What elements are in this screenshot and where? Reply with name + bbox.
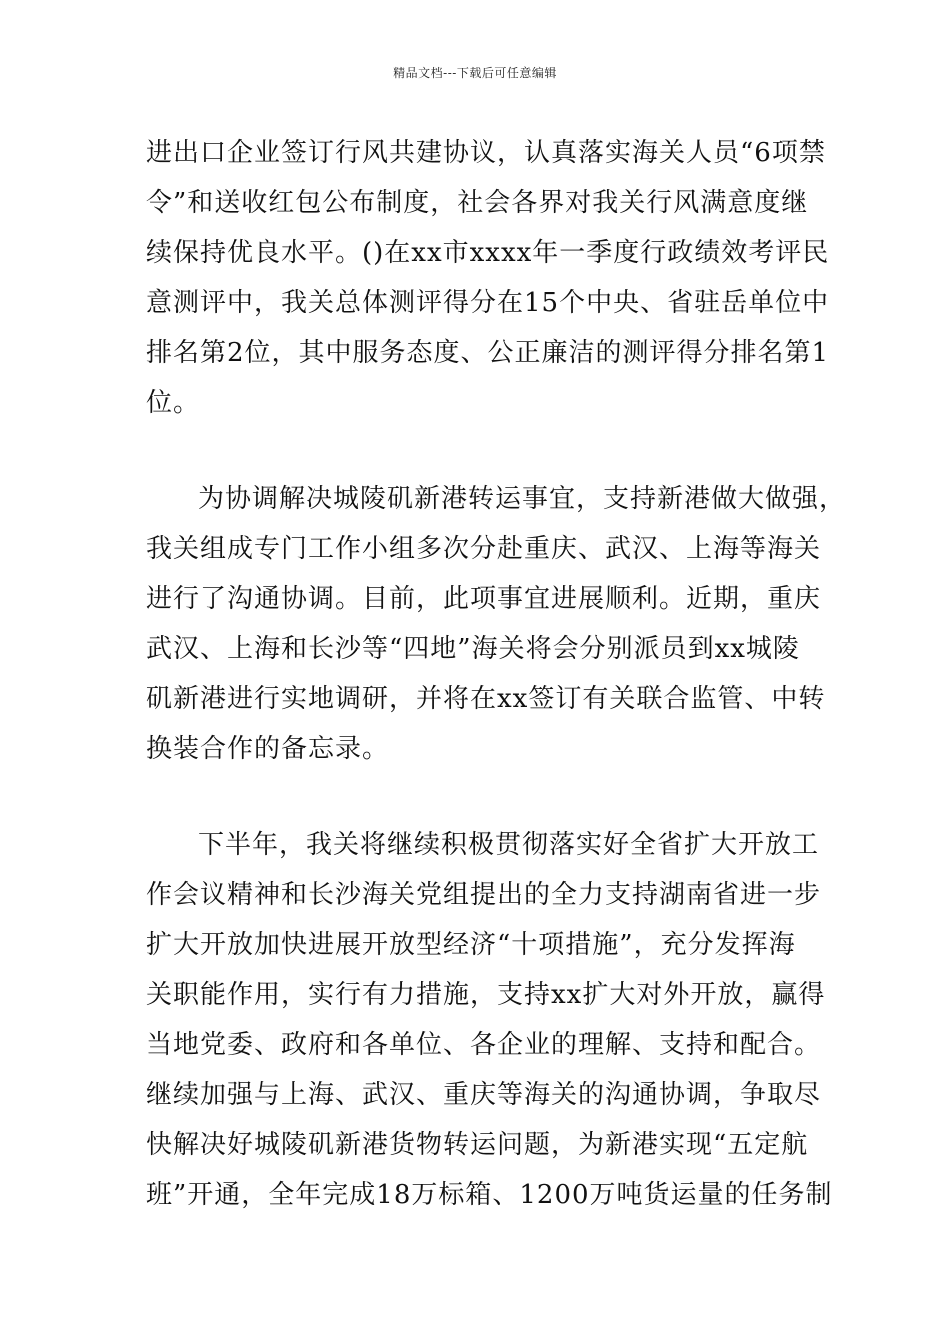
paragraph-1-line-1: 进出口企业签订行风共建协议，认真落实海关人员“6项禁 <box>146 138 826 168</box>
paragraph-2-line-1: 为协调解决城陵矶新港转运事宜，支持新港做大做强， <box>198 484 847 514</box>
paragraph-2-line-6: 换装合作的备忘录。 <box>146 734 390 764</box>
paragraph-2-line-4: 武汉、上海和长沙等“四地”海关将会分别派员到xx城陵 <box>146 634 800 664</box>
paragraph-3-line-4: 关职能作用，实行有力措施，支持xx扩大对外开放，赢得 <box>146 980 826 1010</box>
paragraph-3-line-1: 下半年，我关将继续积极贯彻落实好全省扩大开放工 <box>198 830 820 860</box>
paragraph-1-line-6: 位。 <box>146 388 201 418</box>
paragraph-3-line-3: 扩大开放加快进展开放型经济“十项措施”，充分发挥海 <box>146 930 796 960</box>
paragraph-3-line-8: 班”开通，全年完成18万标箱、1200万吨货运量的任务制 <box>146 1180 833 1210</box>
paragraph-2-line-3: 进行了沟通协调。目前，此项事宜进展顺利。近期，重庆 <box>146 584 822 614</box>
page-header: 精品文档---下载后可任意编辑 <box>393 66 557 80</box>
paragraph-2-line-5: 矶新港进行实地调研，并将在xx签订有关联合监管、中转 <box>146 684 826 714</box>
paragraph-1-line-2: 令”和送收红包公布制度，社会各界对我关行风满意度继 <box>146 188 809 218</box>
paragraph-3-line-7: 快解决好城陵矶新港货物转运问题，为新港实现“五定航 <box>146 1130 809 1160</box>
paragraph-1-line-5: 排名第2位，其中服务态度、公正廉洁的测评得分排名第1 <box>146 338 830 368</box>
paragraph-3-line-2: 作会议精神和长沙海关党组提出的全力支持湖南省进一步 <box>146 880 822 910</box>
paragraph-3-line-6: 继续加强与上海、武汉、重庆等海关的沟通协调，争取尽 <box>146 1080 822 1110</box>
paragraph-3-line-5: 当地党委、政府和各单位、各企业的理解、支持和配合。 <box>146 1030 822 1060</box>
paragraph-1-line-3: 续保持优良水平。()在xx市xxxx年一季度行政绩效考评民 <box>146 238 830 268</box>
paragraph-1-line-4: 意测评中，我关总体测评得分在15个中央、省驻岳单位中 <box>146 288 830 318</box>
paragraph-2-line-2: 我关组成专门工作小组多次分赴重庆、武汉、上海等海关 <box>146 534 822 564</box>
